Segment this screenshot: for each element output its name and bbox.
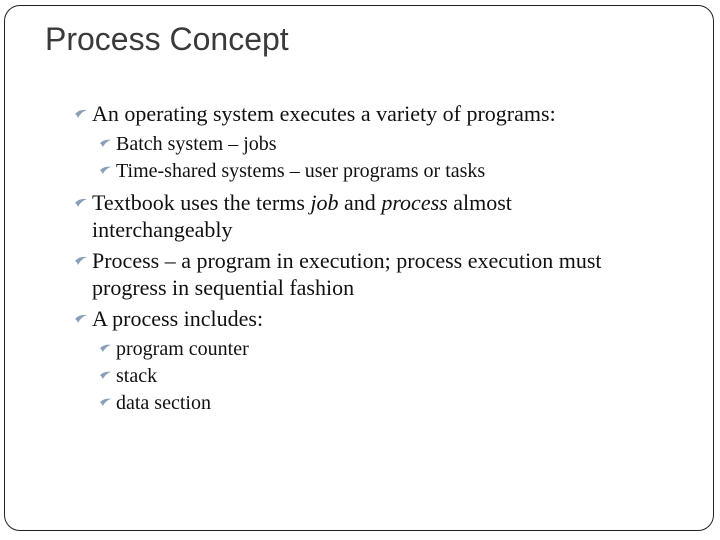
swoosh-bullet-icon: [99, 343, 111, 354]
swoosh-bullet-icon: [99, 370, 111, 381]
emphasis-job: job: [310, 190, 339, 215]
sub-bullet-item: [72, 131, 632, 158]
text-run: Textbook uses the terms: [92, 190, 311, 215]
sub-bullet-item: [72, 363, 632, 390]
slide-body: [72, 100, 632, 421]
sub-bullet-text: Time-shared systems – user programs or tasks: [116, 160, 486, 182]
swoosh-bullet-icon: [99, 165, 111, 176]
sub-bullet-text: Batch system – jobs: [116, 133, 277, 155]
bullet-item-1: [72, 100, 632, 127]
bullet-group-1: [72, 100, 632, 185]
bullet-text: A process includes:: [92, 306, 264, 331]
sub-bullet-text: data section: [116, 392, 211, 414]
slide-title: Process Concept: [45, 21, 289, 57]
bullet-item-2: [72, 189, 632, 243]
sub-bullet-item: [72, 158, 632, 185]
sub-bullet-text: stack: [116, 365, 158, 387]
bullet-item-4: [72, 305, 632, 332]
swoosh-bullet-icon: [74, 197, 86, 208]
swoosh-bullet-icon: [74, 255, 86, 266]
swoosh-bullet-icon: [74, 313, 86, 324]
text-run: almost interchangeably: [92, 190, 512, 242]
sub-bullet-item: [72, 390, 632, 417]
text-run: and: [338, 190, 382, 215]
bullet-text: Process – a program in execution; process execution must progress in sequential fashion: [92, 248, 602, 300]
swoosh-bullet-icon: [99, 397, 111, 408]
sub-bullet-text: program counter: [116, 338, 249, 360]
bullet-text: An operating system executes a variety of programs:: [92, 101, 556, 126]
swoosh-bullet-icon: [99, 138, 111, 149]
sub-bullet-item: [72, 336, 632, 363]
swoosh-bullet-icon: [74, 108, 86, 119]
bullet-group-4: [72, 305, 632, 417]
bullet-item-3: [72, 247, 632, 301]
emphasis-process: process: [381, 190, 448, 215]
bullet-text: [92, 190, 512, 242]
